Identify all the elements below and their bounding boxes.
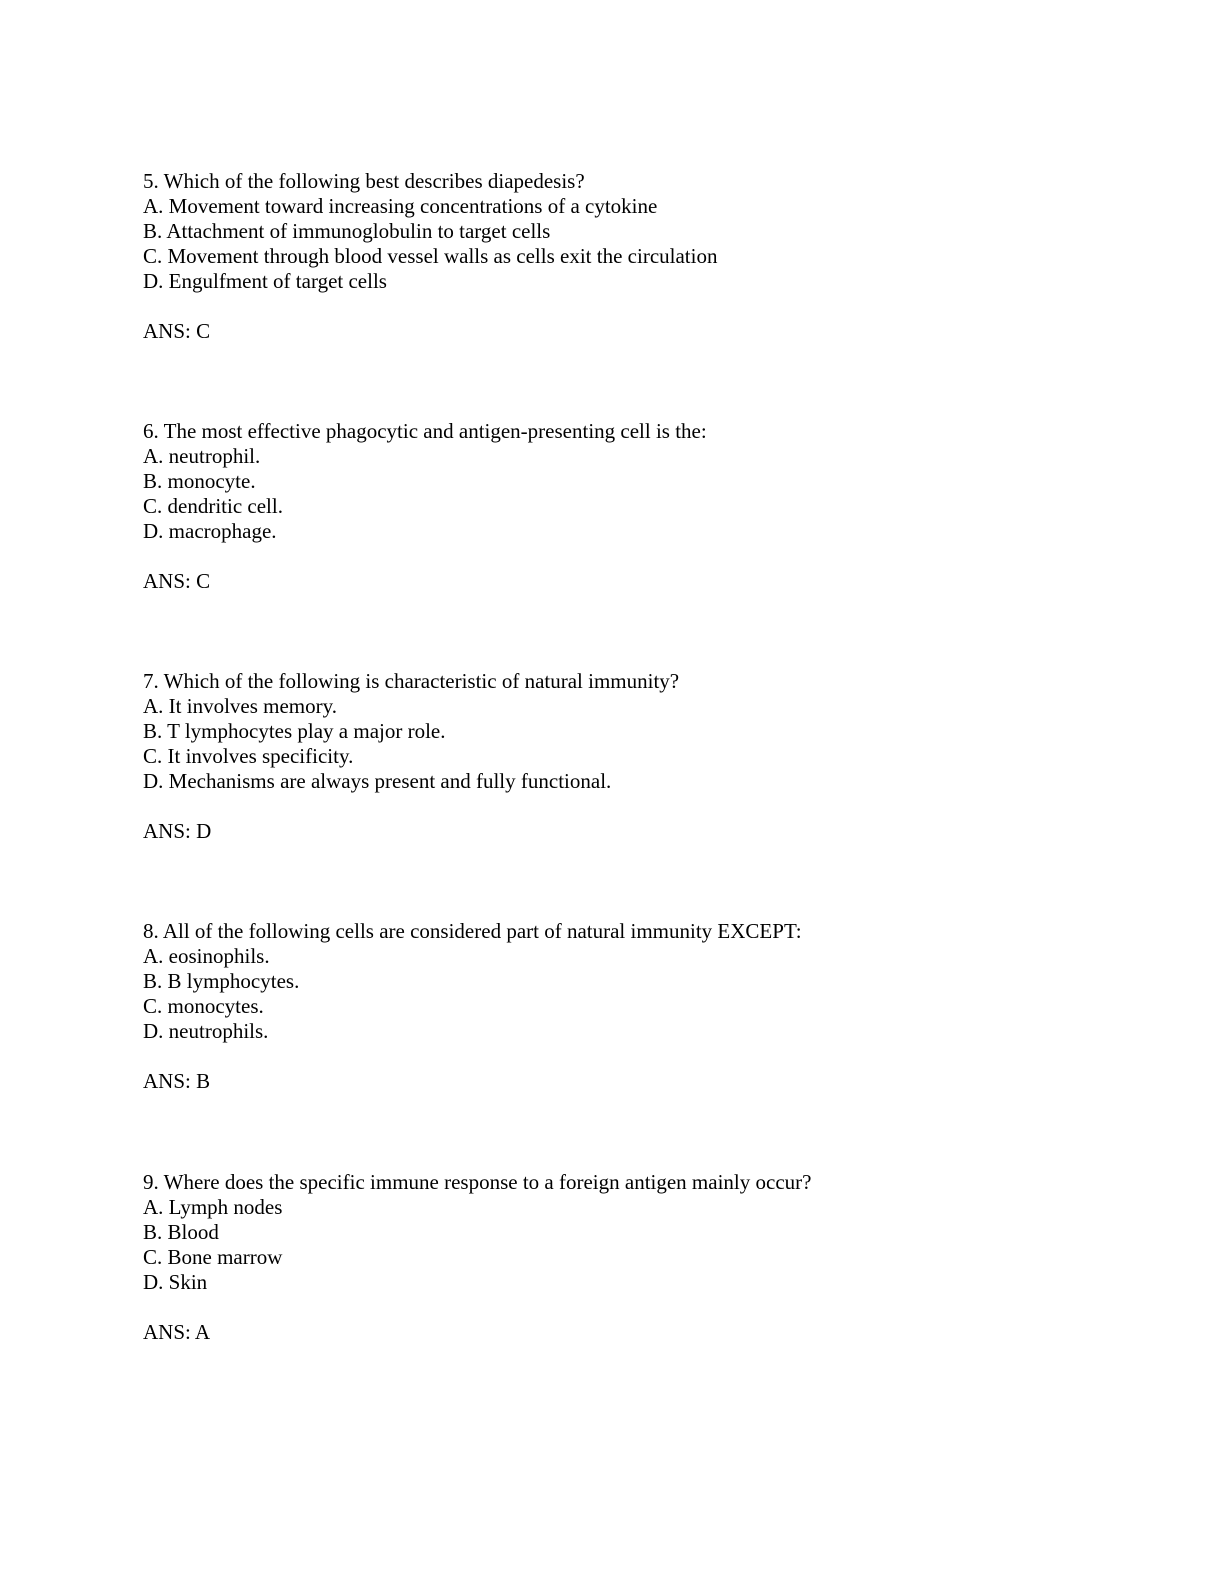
option-a: A. neutrophil. [143,444,261,468]
option-d: D. Engulfment of target cells [143,269,387,293]
option-b: B. monocyte. [143,469,256,493]
option-b: B. B lymphocytes. [143,969,300,993]
option-c: C. Movement through blood vessel walls as cells exit the circulation [143,244,718,268]
question-7 [143,669,1143,844]
option-b: B. Blood [143,1220,219,1244]
question-9 [143,1170,1143,1345]
option-b: B. T lymphocytes play a major role. [143,719,446,743]
option-a: A. eosinophils. [143,944,270,968]
question-stem: 8. All of the following cells are considered part of natural immunity EXCEPT: [143,919,802,943]
question-stem: 5. Which of the following best describes diapedesis? [143,169,585,193]
question-stem: 6. The most effective phagocytic and antigen-presenting cell is the: [143,419,707,443]
option-d: D. neutrophils. [143,1019,269,1043]
option-d: D. macrophage. [143,519,277,543]
answer-key: ANS: C [143,319,211,343]
option-b: B. Attachment of immunoglobulin to target cells [143,219,551,243]
option-a: A. It involves memory. [143,694,338,718]
question-6 [143,419,1143,594]
option-c: C. It involves specificity. [143,744,354,768]
option-d: D. Mechanisms are always present and fully functional. [143,769,612,793]
answer-key: ANS: C [143,569,211,593]
answer-key: ANS: D [143,819,212,843]
question-stem: 9. Where does the specific immune response to a foreign antigen mainly occur? [143,1170,812,1194]
option-a: A. Lymph nodes [143,1195,283,1219]
answer-key: ANS: A [143,1320,211,1344]
question-8 [143,919,1143,1094]
option-d: D. Skin [143,1270,208,1294]
question-5 [143,169,1143,344]
option-c: C. dendritic cell. [143,494,283,518]
option-c: C. Bone marrow [143,1245,283,1269]
answer-key: ANS: B [143,1069,211,1093]
option-a: A. Movement toward increasing concentrations of a cytokine [143,194,658,218]
question-stem: 7. Which of the following is characteristic of natural immunity? [143,669,680,693]
option-c: C. monocytes. [143,994,264,1018]
